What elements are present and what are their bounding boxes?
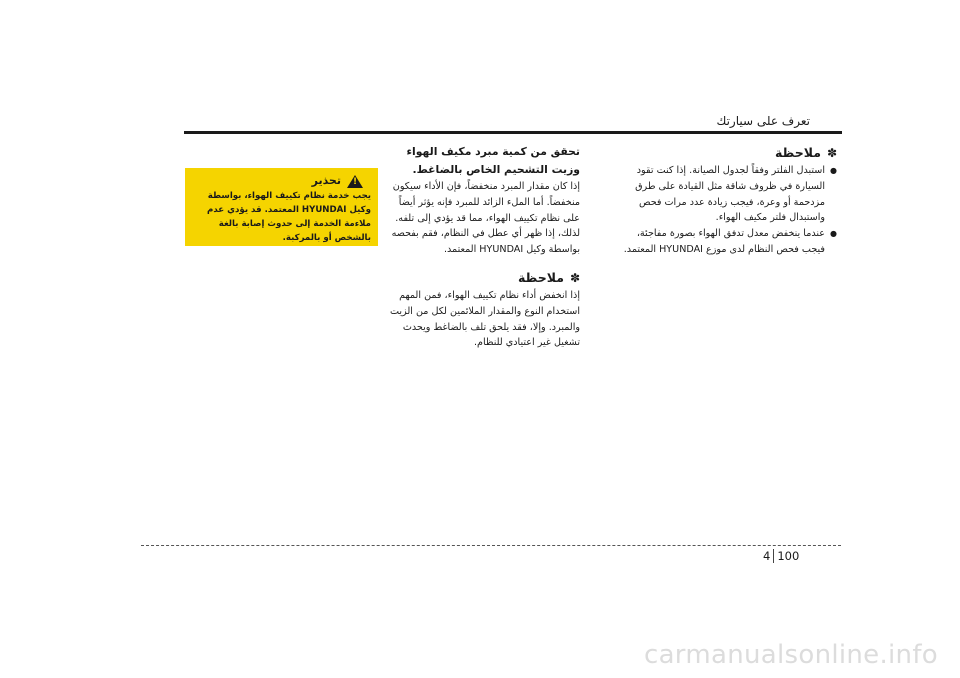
warning-box	[185, 168, 378, 246]
note-title: ملاحظة	[774, 145, 821, 160]
header-divider	[184, 131, 842, 134]
note-title: ملاحظة	[517, 269, 564, 285]
note-star-icon: ✽	[826, 146, 837, 160]
footer-divider	[141, 545, 841, 546]
section-number: 4	[763, 549, 771, 563]
refrigerant-paragraph: إذا كان مقدار المبرد منخفضاً، فإن الأداء سيكون منخفضاً. أما الملء الزائد للمبرد فإنه يؤثر أيضاً على نظام تكييف الهواء، مما قد يؤدي إلى تلفه. لذلك، إذا ظهر أي عطل في النظام، فقم بفحصه بواسطة وكيل HYUNDAI المعتمد.	[391, 181, 580, 256]
page-header-title: تعرف على سيارتك	[716, 114, 810, 128]
right-column	[621, 143, 837, 258]
note-paragraph: إذا انخفض أداء نظام تكييف الهواء، فمن المهم استخدام النوع والمقدار الملائمين لكل من الزيت والمبرد. وإلا، فقد يلحق تلف بالضاغط ويحدث تشغيل غير اعتيادي للنظام.	[389, 289, 580, 349]
note-heading	[621, 143, 837, 163]
page-number	[763, 549, 799, 563]
note-heading	[380, 268, 580, 288]
warning-title: تحذير	[311, 174, 341, 187]
warning-text: يجب خدمة نظام تكييف الهواء، بواسطة وكيل HYUNDAI المعتمد. قد يؤدي عدم ملاءمة الخدمة إلى حدوث إصابة بالغة بالشخص أو بالمركبة.	[207, 191, 371, 243]
note-bullet-list	[621, 163, 837, 258]
note-bullet-item: ● استبدل الفلتر وفقاً لجدول الصيانة. إذا كنت تقود السيارة في ظروف شاقة مثل القيادة على طرق مزدحمة أو وعرة، فيجب زيادة عدد مرات فحص واستبدال فلتر مكيف الهواء.	[621, 163, 837, 226]
refrigerant-check-heading: تحقق من كمية مبرد مكيف الهواء وزيت التشحيم الخاص بالضاغط.	[406, 145, 580, 176]
warning-triangle-icon: !	[347, 175, 363, 188]
note-star-icon: ✽	[569, 270, 580, 285]
page-number-value: 100	[777, 549, 800, 563]
warning-heading	[192, 173, 371, 189]
page-number-separator	[773, 549, 774, 563]
watermark: carmanualsonline.info	[643, 640, 938, 670]
note-bullet-item: ● عندما ينخفض معدل تدفق الهواء بصورة مفاجئة، فيجب فحص النظام لدى موزع HYUNDAI المعتمد.	[621, 226, 837, 258]
middle-column	[380, 143, 580, 351]
